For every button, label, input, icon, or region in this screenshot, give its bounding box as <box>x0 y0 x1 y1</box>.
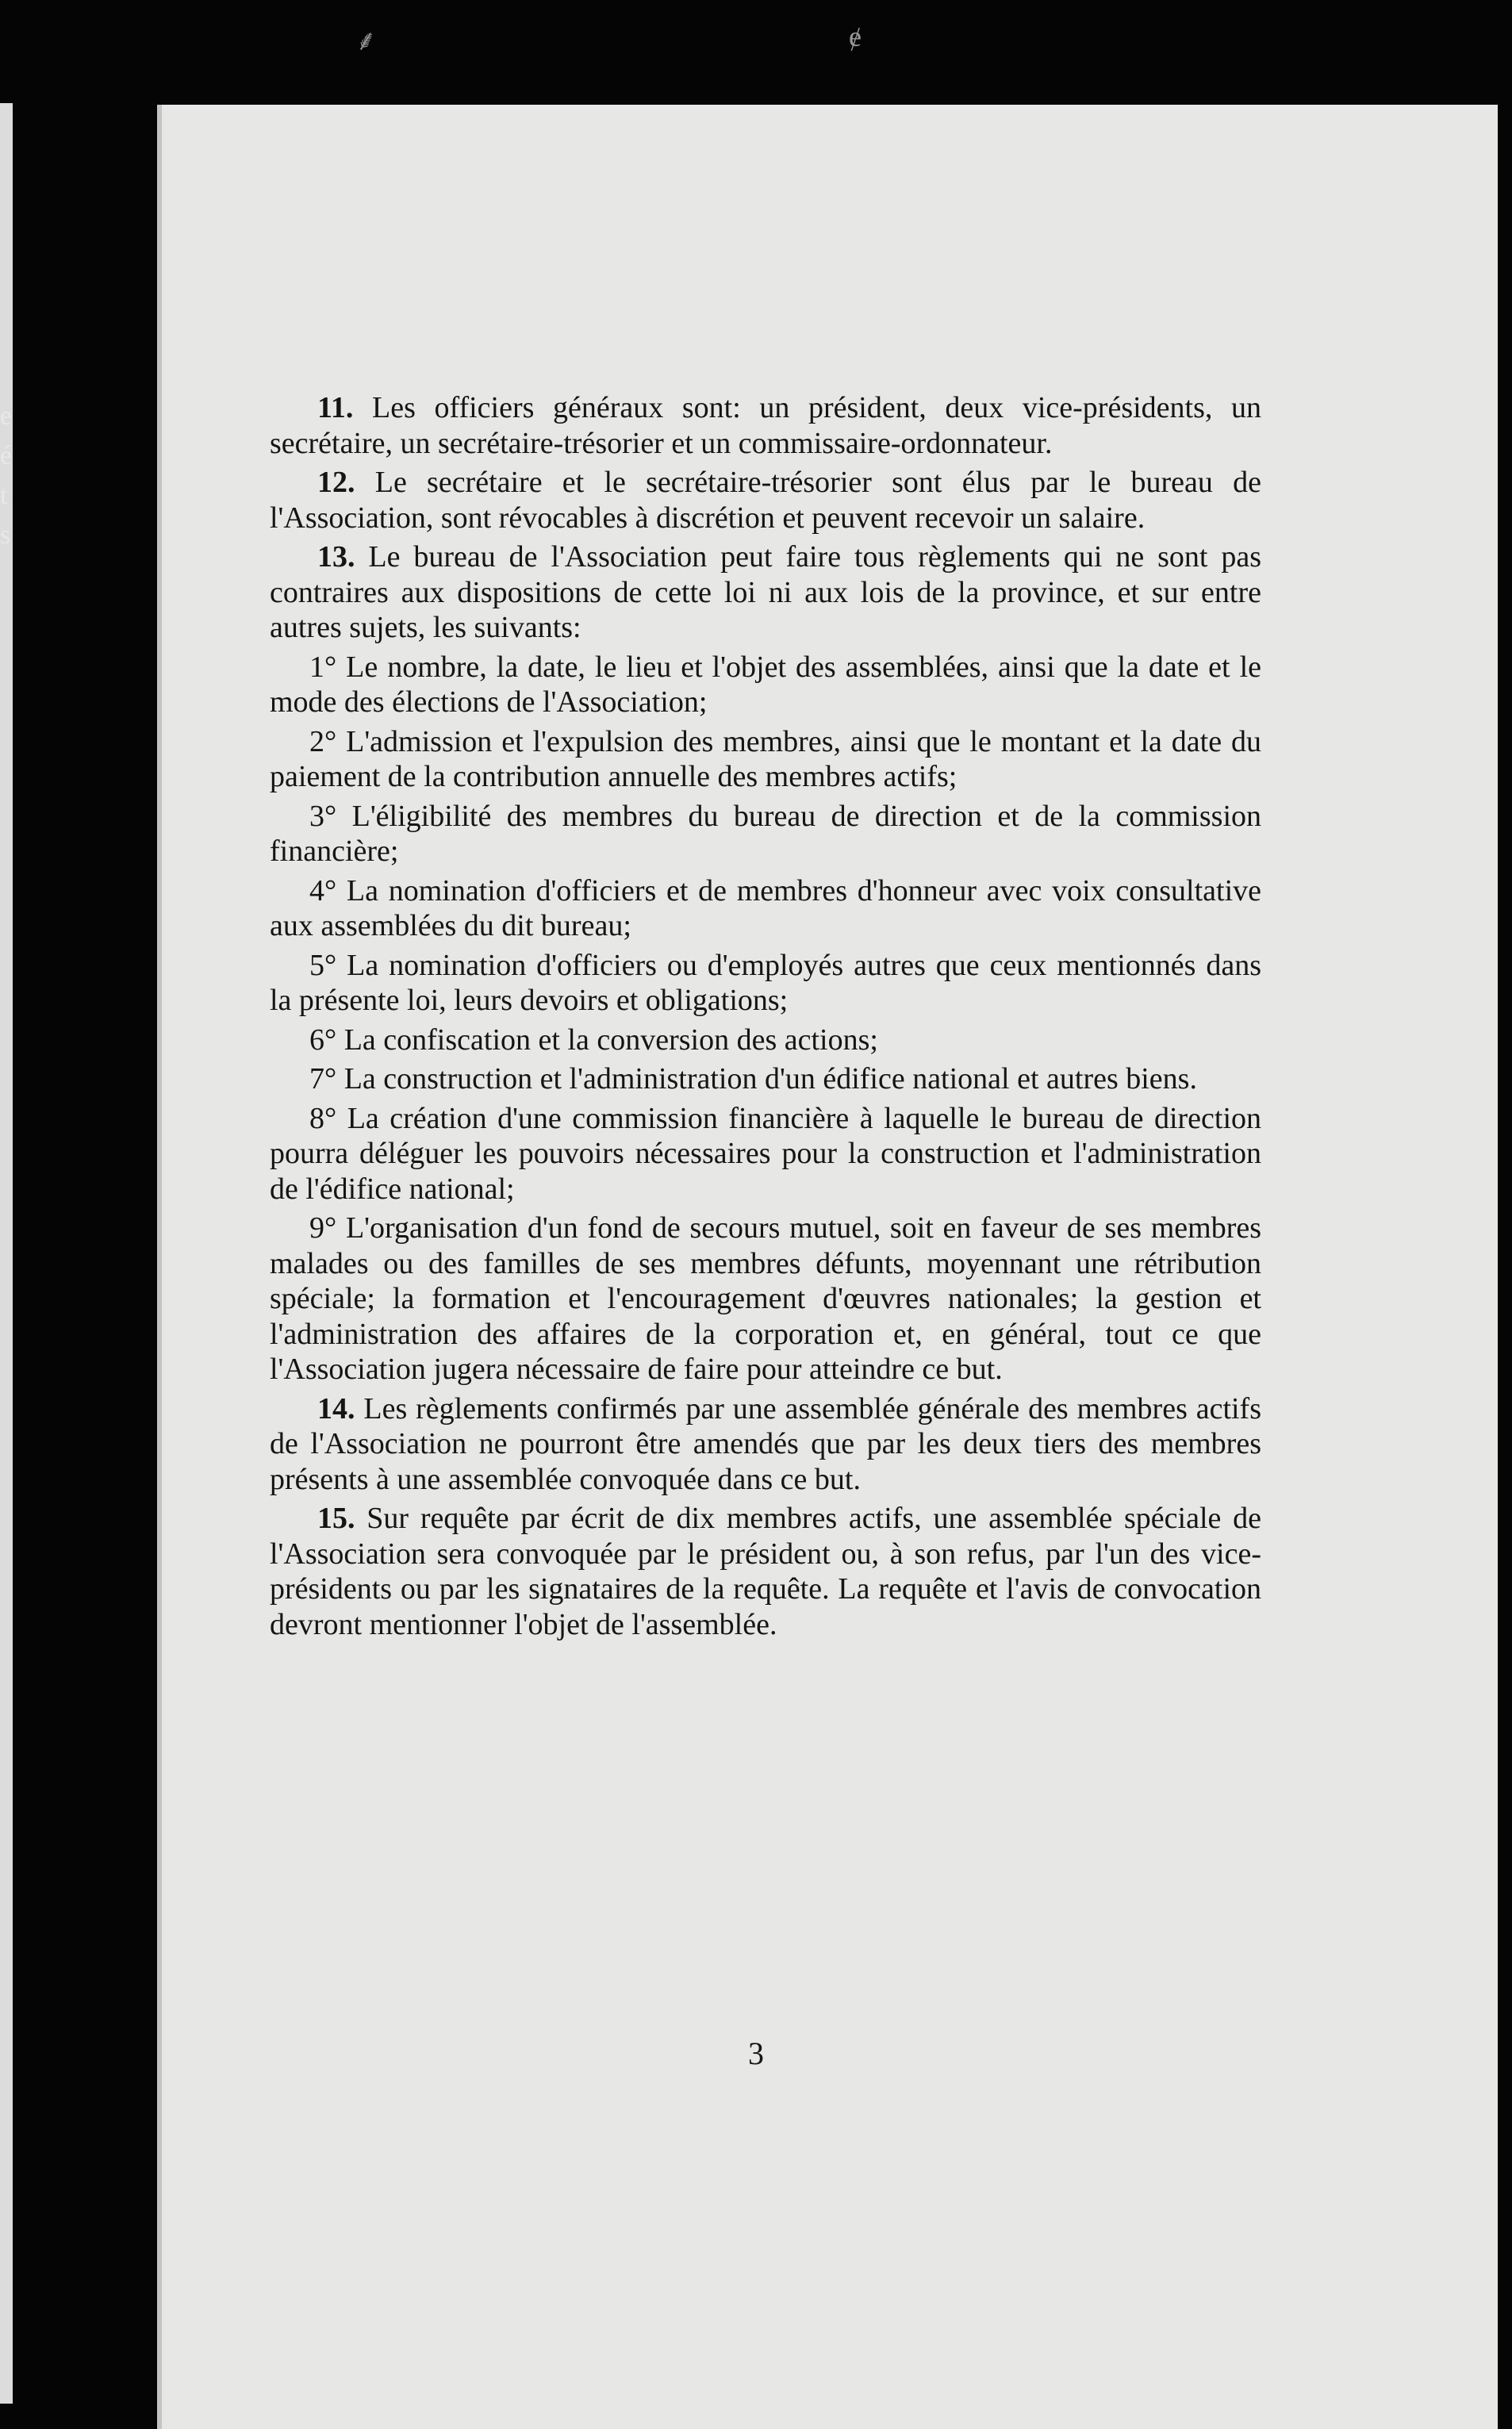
item-number: 7° <box>309 1062 337 1096</box>
article-text: Sur requête par écrit de dix membres actifs, une assemblée spéciale de l'Association sera convoquée par le président ou, à son refus, par l'un des vice-présidents ou par les signataires de la requête. La requête et l'avis de convocation devront mentionner l'objet de l'assemblée. <box>270 1502 1261 1641</box>
item-text: L'organisation d'un fond de secours mutuel, soit en faveur de ses membres malades ou des familles de ses membres défunts, moyennant une rétribution spéciale; la formation et l'encouragement d'œuvres nationales; la gestion et l'administration des affaires de la corporation et, en général, tout ce que l'Association jugera nécessaire de faire pour atteindre ce but. <box>270 1211 1261 1386</box>
article-number: 12. <box>317 466 355 499</box>
item-text: L'éligibilité des membres du bureau de direction et de la commission financière; <box>270 799 1261 868</box>
item-number: 8° <box>309 1101 337 1135</box>
item-number: 9° <box>309 1211 337 1245</box>
article-number: 13. <box>317 540 355 574</box>
item-number: 2° <box>309 724 337 758</box>
item-number: 6° <box>309 1023 337 1057</box>
list-item <box>270 873 1261 944</box>
scan-mark: ⸙ <box>355 25 378 56</box>
page-text <box>270 390 1261 1646</box>
item-number: 4° <box>309 873 337 908</box>
list-item <box>270 948 1261 1019</box>
list-item <box>270 650 1261 720</box>
article-13 <box>270 539 1261 646</box>
article-number: 14. <box>317 1391 355 1426</box>
list-item <box>270 1101 1261 1207</box>
margin-glyph: s <box>0 520 11 550</box>
article-text: Le secrétaire et le secrétaire-trésorier sont élus par le bureau de l'Association, sont révocables à discrétion et peuvent recevoir un salaire. <box>270 466 1261 535</box>
item-text: Le nombre, la date, le lieu et l'objet des assemblées, ainsi que la date et le mode des élections de l'Association; <box>270 650 1261 719</box>
item-number: 5° <box>309 948 337 982</box>
list-item <box>270 1211 1261 1387</box>
article-15 <box>270 1501 1261 1642</box>
article-number: 11. <box>317 391 354 424</box>
article-text: Le bureau de l'Association peut faire tous règlements qui ne sont pas contraires aux dispositions de cette loi ni aux lois de la province, et sur entre autres sujets, les suivants: <box>270 540 1261 644</box>
article-text: Les officiers généraux sont: un président, deux vice-présidents, un secrétaire, un secrétaire-trésorier et un commissaire-ordonnateur. <box>270 391 1261 460</box>
item-text: La construction et l'administration d'un édifice national et autres biens. <box>343 1062 1197 1096</box>
article-12 <box>270 465 1261 535</box>
item-text: L'admission et l'expulsion des membres, ainsi que le montant et la date du paiement de la contribution annuelle des membres actifs; <box>270 724 1262 793</box>
list-item <box>270 724 1261 795</box>
item-text: La nomination d'officiers et de membres d'honneur avec voix consultative aux assemblées du dit bureau; <box>270 873 1262 942</box>
margin-glyph: é <box>0 441 13 470</box>
margin-glyph: t <box>0 481 8 510</box>
margin-glyph: e <box>0 401 13 431</box>
item-number: 3° <box>309 799 337 833</box>
item-text: La création d'une commission financière à laquelle le bureau de direction pourra déléguer les pouvoirs nécessaires pour la construction et l'administration de l'édifice national; <box>270 1101 1261 1206</box>
article-text: Les règlements confirmés par une assemblée générale des membres actifs de l'Association ne pourront être amendés que par les deux tiers des membres présents à une assemblée convoquée dans ce but. <box>270 1391 1262 1496</box>
list-item <box>270 799 1261 869</box>
item-text: La nomination d'officiers ou d'employés autres que ceux mentionnés dans la présente loi, leurs devoirs et obligations; <box>270 948 1261 1017</box>
scan-mark: ɇ <box>849 21 862 52</box>
page-edge-shadow <box>157 105 162 2429</box>
list-item <box>270 1061 1261 1097</box>
article-11 <box>270 390 1261 461</box>
article-number: 15. <box>317 1502 355 1535</box>
previous-page-text <box>0 397 13 555</box>
item-number: 1° <box>309 650 337 684</box>
list-item <box>270 1023 1261 1058</box>
item-text: La confiscation et la conversion des actions; <box>343 1023 878 1057</box>
article-14 <box>270 1391 1261 1498</box>
page-number: 3 <box>748 2036 764 2071</box>
